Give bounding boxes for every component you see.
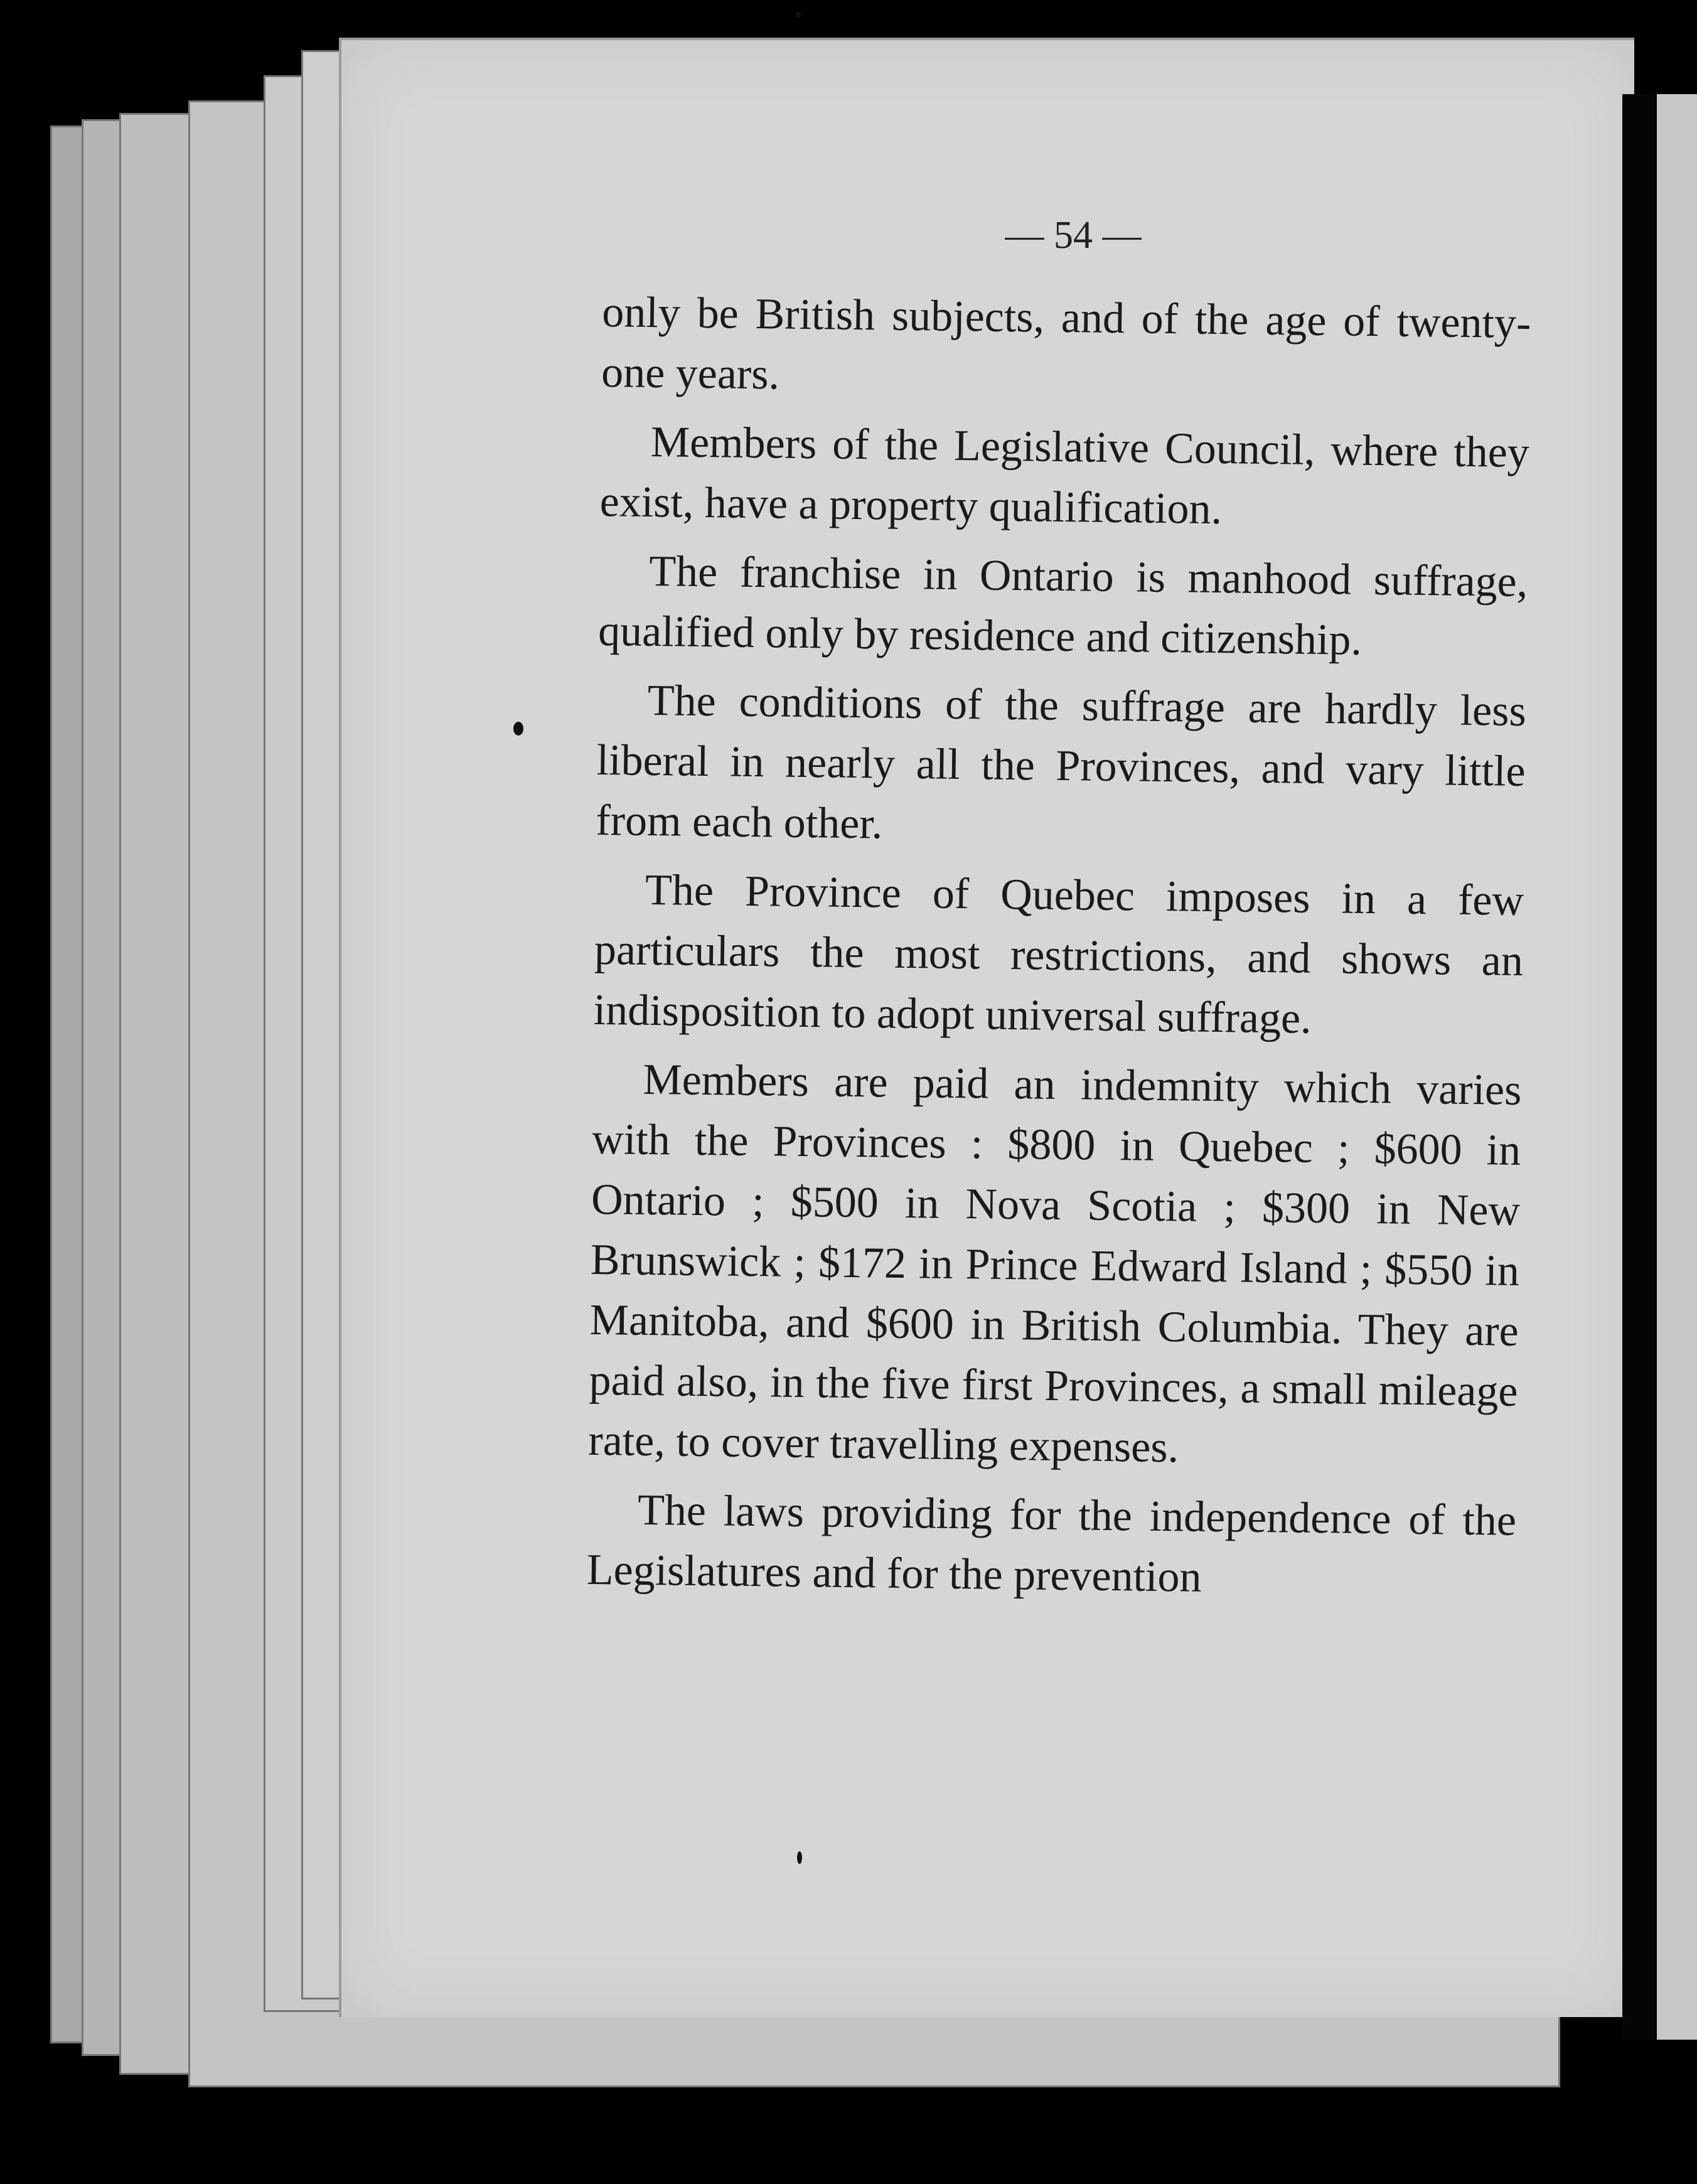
ink-speck: [513, 722, 523, 736]
page-body-text: [586, 282, 1531, 1620]
facing-page-edge: [1657, 94, 1697, 2040]
ink-speck: [796, 13, 801, 18]
ink-speck: [797, 1851, 802, 1864]
paragraph-5: The Province of Quebec imposes in a few particulars the most restrictions, and shows an indisposition to adopt universal suffrage.: [593, 865, 1524, 1043]
paragraph-3: The franchise in Ontario is manhood suffrage, qualified only by residence and citizenship.: [597, 547, 1528, 665]
paragraph-6: Members are paid an indemnity which varies with the Provinces : $800 in Quebec ; $600 in Ontario ; $500 in Nova Scotia ; $300 in New Brunswick ; $172 in Prince Edward Island ; $550 in Manitoba, and $600 in British Columbia. They are paid also, in the five first Provinces, a small mileage rate, to cover travelling expenses.: [587, 1055, 1522, 1472]
paragraph-7: The laws providing for the independence of the Legislatures and for the prevention: [586, 1485, 1517, 1602]
book-gutter: [1622, 94, 1657, 2040]
paragraph-4: The conditions of the suffrage are hardly less liberal in nearly all the Provinces, and vary little from each other.: [596, 676, 1527, 848]
paragraph-2: Members of the Legislative Council, where they exist, have a property qualification.: [599, 417, 1530, 534]
paragraph-1: only be British subjects, and of the age of twenty-one years.: [601, 287, 1531, 399]
page-number: — 54 —: [1005, 214, 1142, 257]
